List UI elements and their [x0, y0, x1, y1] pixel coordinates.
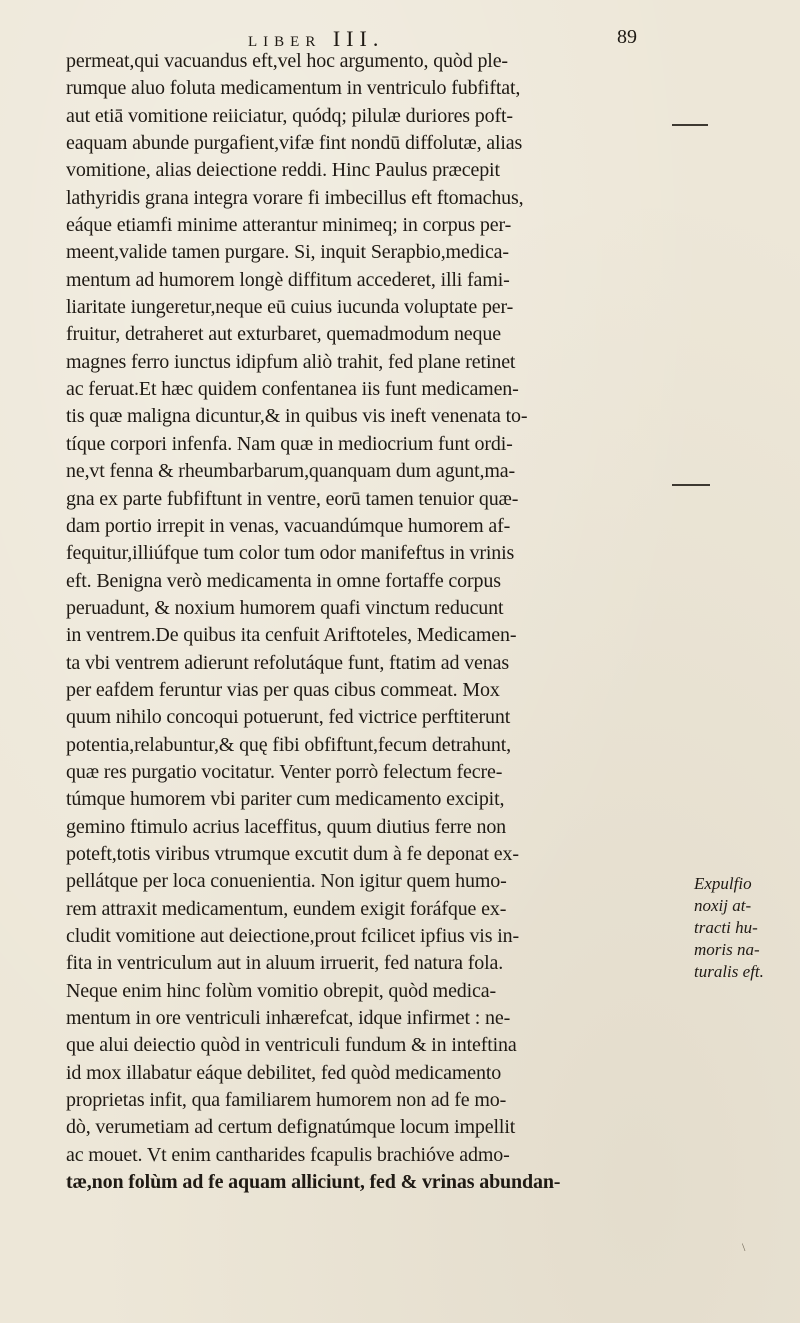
text-line: id mox illabatur eáque debilitet, fed quòd medicamento	[66, 1061, 502, 1084]
text-line: permeat,qui vacuandus eft,vel hoc argumento, quòd ple-	[66, 50, 508, 72]
text-line: ac mouet. Vt enim cantharides fcapulis brachióve admo-	[66, 1143, 510, 1166]
book-number: III.	[332, 26, 385, 51]
text-line: poteft,totis viribus vtrumque excutit dum à fe deponat ex-	[66, 842, 519, 865]
text-line: mentum in ore ventriculi inhærefcat, idque infirmet : ne-	[66, 1007, 511, 1030]
stray-mark: \	[742, 1240, 746, 1254]
text-line: fequitur,illiúfque tum color tum odor manifeftus in vrinis	[66, 542, 515, 565]
text-line: que alui deiectio quòd in ventriculi fundum & in inteftina	[66, 1034, 517, 1057]
text-line: cludit vomitione aut deiectione,prout fcilicet ipfius vis in-	[66, 925, 519, 947]
margin-note-line: moris na-	[694, 940, 760, 959]
text-line: ta vbi ventrem adierunt refolutáque funt, ftatim ad venas	[66, 651, 509, 674]
text-line: vomitione, alias deiectione reddi. Hinc Paulus præcepit	[66, 159, 500, 182]
text-line: quæ res purgatio vocitatur. Venter porrò felectum fecre-	[66, 760, 503, 783]
text-line: tíque corpori infenfa. Nam quæ in mediocrium funt ordi-	[66, 432, 513, 455]
text-line: mentum ad humorem longè diffitum accederet, illi fami-	[66, 268, 510, 291]
text-body	[66, 48, 686, 1196]
margin-note-line: Expulfio	[694, 874, 752, 893]
text-line: eft. Benigna verò medicamenta in omne fortaffe corpus	[66, 569, 501, 592]
text-line: pellátque per loca conuenientia. Non igitur quem humo-	[66, 870, 507, 893]
text-line: gemino ftimulo acrius laceffitus, quum diutius ferre non	[66, 815, 507, 838]
text-line: rem attraxit medicamentum, eundem exigit foráfque ex-	[66, 897, 507, 920]
text-line: gna ex parte fubfiftunt in ventre, eorū tamen tenuior quæ-	[66, 487, 519, 510]
text-line: quum nihilo concoqui potuerunt, fed victrice perftiterunt	[66, 706, 511, 729]
text-line: lathyridis grana integra vorare fi imbecillus eft ftomachus,	[66, 186, 524, 209]
text-line: fruitur, detraheret aut exturbaret, quemadmodum neque	[66, 323, 501, 346]
text-line: potentia,relabuntur,& quę fibi obfiftunt,fecum detrahunt,	[66, 733, 511, 756]
text-line: magnes ferro iunctus idipfum aliò trahit, fed plane retinet	[66, 350, 516, 373]
ink-rule	[672, 124, 708, 126]
text-line: tis quæ maligna dicuntur,& in quibus vis ineft venenata to-	[66, 405, 528, 428]
text-line: rumque aluo foluta medicamentum in ventriculo fubfiftat,	[66, 77, 521, 100]
margin-note-line: tracti hu-	[694, 918, 758, 937]
ink-rule	[672, 484, 710, 486]
text-line: meent,valide tamen purgare. Si, inquit Serapbio,medica-	[66, 241, 509, 264]
text-line: ac feruat.Et hæc quidem confentanea iis funt medicamen-	[66, 378, 519, 401]
text-line: eáque etiamfi minime atterantur minimeq; in corpus per-	[66, 214, 512, 237]
text-line: aut etiā vomitione reiiciatur, quódq; pilulæ duriores poft-	[66, 104, 513, 127]
text-line: in ventrem.De quibus ita cenfuit Ariftoteles, Medicamen-	[66, 624, 517, 647]
margin-note-line: turalis eft.	[694, 962, 764, 981]
text-line: peruadunt, & noxium humorem quafi vinctum reducunt	[66, 596, 504, 619]
text-line: liaritate iungeretur,neque eū cuius iucunda voluptate per-	[66, 296, 514, 319]
text-line: per eafdem feruntur vias per quas cibus commeat. Mox	[66, 678, 500, 701]
page-number: 89	[617, 26, 637, 48]
text-line: dò, verumetiam ad certum defignatúmque locum impellit	[66, 1116, 516, 1139]
margin-note	[694, 873, 794, 983]
text-line: dam portio irrepit in venas, vacuandúmque humorem af-	[66, 514, 511, 537]
liber-label: LIBER	[248, 34, 322, 50]
text-line: ne,vt fenna & rheumbarbarum,quanquam dum agunt,ma-	[66, 460, 516, 483]
text-line: eaquam abunde purgafient,vifæ fint nondū diffolutæ, alias	[66, 132, 523, 155]
margin-note-line: noxij at-	[694, 896, 752, 915]
text-line: proprietas infit, qua familiarem humorem non ad fe mo-	[66, 1089, 507, 1112]
text-line: tæ,non folùm ad fe aquam alliciunt, fed & vrinas abundan-	[66, 1171, 561, 1194]
text-line: fita in ventriculum aut in aluum irruerit, fed natura fola.	[66, 952, 504, 975]
text-line: Neque enim hinc folùm vomitio obrepit, quòd medica-	[66, 979, 497, 1002]
text-line: túmque humorem vbi pariter cum medicamento excipit,	[66, 788, 505, 811]
